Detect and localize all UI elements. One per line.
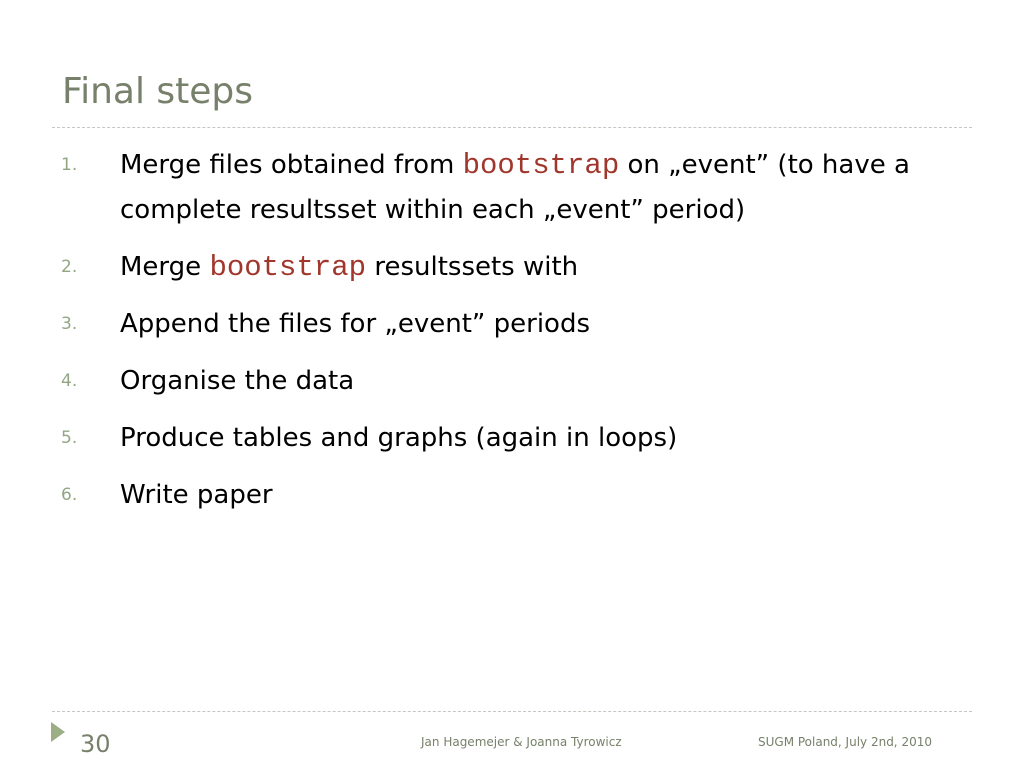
title-divider bbox=[52, 127, 972, 128]
slide-title: Final steps bbox=[62, 71, 254, 112]
play-triangle-icon bbox=[51, 722, 65, 742]
step-number: 1. bbox=[61, 155, 78, 175]
list-item bbox=[0, 245, 1024, 290]
footer-event: SUGM Poland, July 2nd, 2010 bbox=[758, 735, 932, 749]
step-number: 5. bbox=[61, 428, 78, 448]
step-text: Merge bbox=[120, 252, 210, 282]
list-item bbox=[0, 302, 1024, 347]
steps-list bbox=[0, 143, 1024, 530]
step-number: 4. bbox=[61, 371, 78, 391]
step-number: 2. bbox=[61, 257, 78, 277]
list-item bbox=[0, 143, 1024, 233]
slide-number: 30 bbox=[80, 730, 111, 758]
code-term: bootstrap bbox=[209, 251, 367, 284]
step-text: Organise the data bbox=[120, 366, 355, 396]
step-text: Produce tables and graphs (again in loops) bbox=[120, 423, 678, 453]
step-number: 3. bbox=[61, 314, 78, 334]
footer-authors: Jan Hagemejer & Joanna Tyrowicz bbox=[421, 735, 622, 749]
step-text-continued: on „event” (to have a complete resultsset within each „event” period) bbox=[120, 150, 910, 225]
step-text: Write paper bbox=[120, 480, 273, 510]
step-text-continued: resultssets with bbox=[366, 252, 579, 282]
step-text: Merge files obtained from bbox=[120, 150, 463, 180]
code-term: bootstrap bbox=[462, 149, 620, 182]
list-item bbox=[0, 416, 1024, 461]
list-item bbox=[0, 359, 1024, 404]
step-text: Append the files for „event” periods bbox=[120, 309, 591, 339]
footer-divider bbox=[52, 711, 972, 712]
list-item bbox=[0, 473, 1024, 518]
step-number: 6. bbox=[61, 485, 78, 505]
